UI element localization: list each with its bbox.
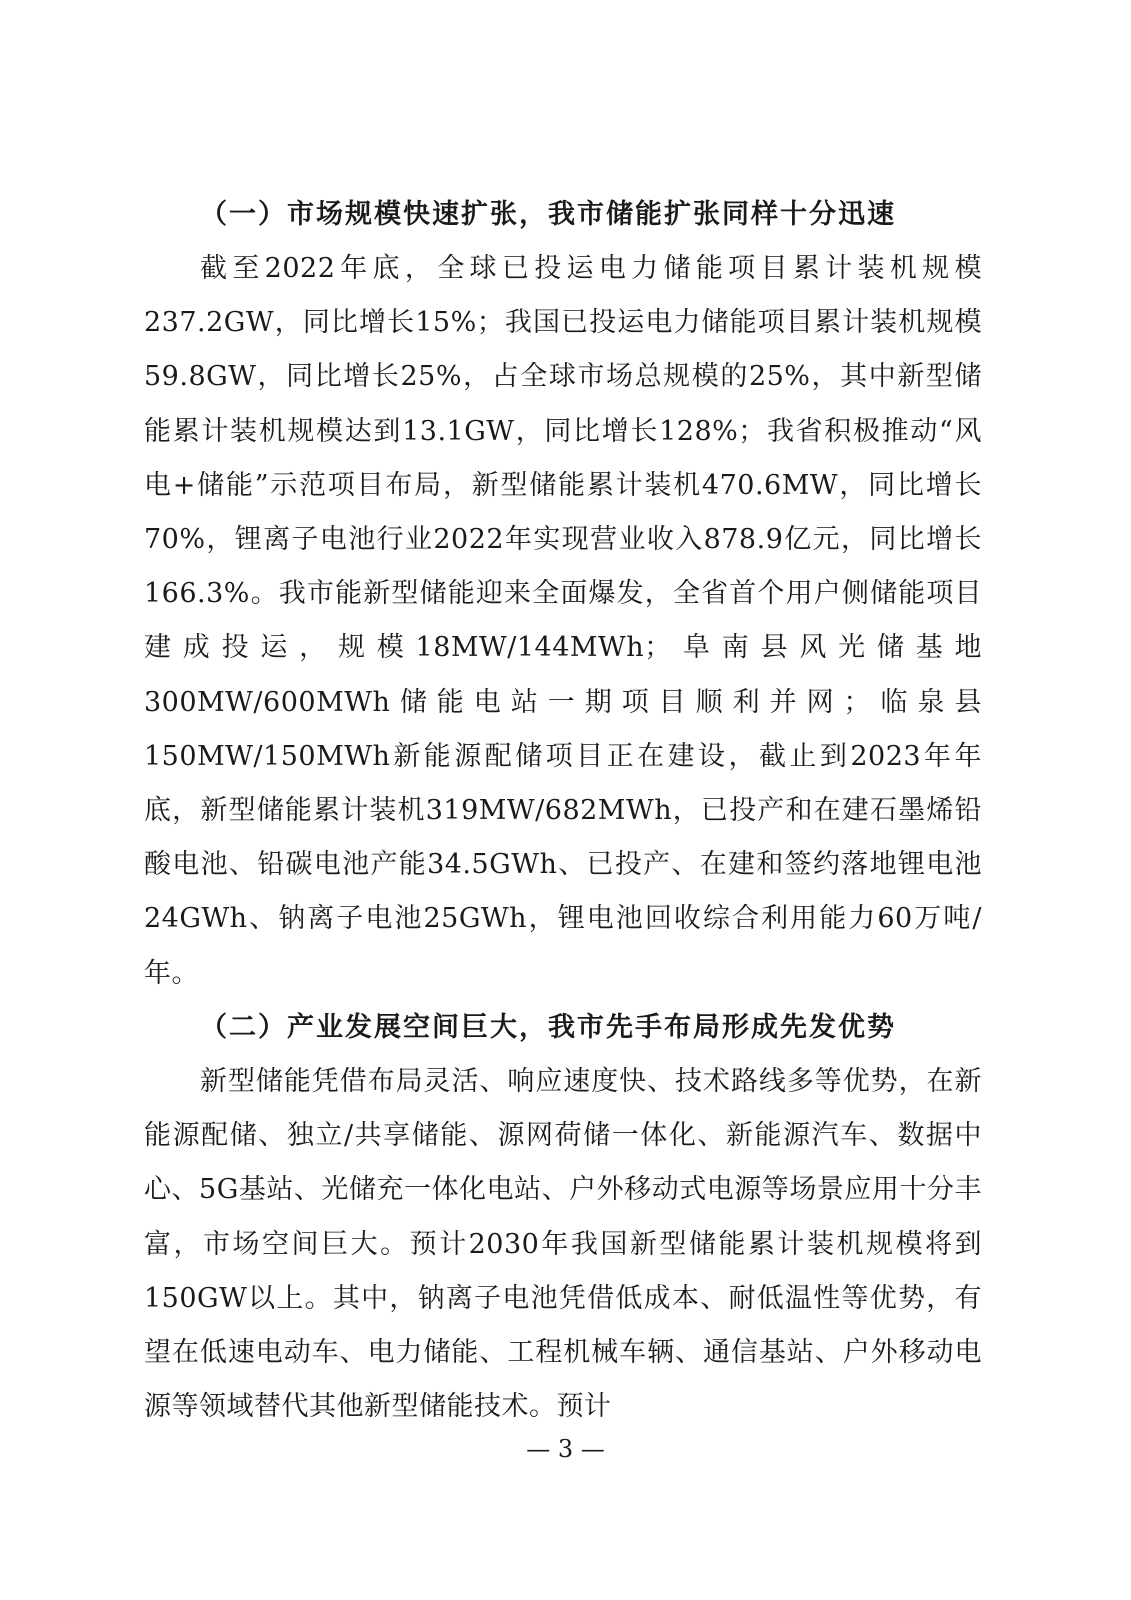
page-number: — 3 — <box>526 1435 605 1463</box>
section-2-body: 新型储能凭借布局灵活、响应速度快、技术路线多等优势，在新能源配储、独立/共享储能、源网荷储一体化、新能源汽车、数据中心、5G基站、光储充一体化电站、户外移动式电源等场景应用十分丰富，市场空间巨大。预计2030年我国新型储能累计装机规模将到150GW以上。其中，钠离子电池凭借低成本、耐低温性等优势，有望在低速电动车、电力储能、工程机械车辆、通信基站、户外移动电源等领域替代其他新型储能技术。预计 <box>144 1066 982 1423</box>
section-1-body: 截至2022年底，全球已投运电力储能项目累计装机规模237.2GW，同比增长15%；我国已投运电力储能项目累计装机规模59.8GW，同比增长25%，占全球市场总规模的25%，其中新型储能累计装机规模达到13.1GW，同比增长128%；我省积极推动“风电+储能”示范项目布局，新型储能累计装机470.6MW，同比增长70%，锂离子电池行业2022年实现营业收入878.9亿元，同比增长166.3%。我市能新型储能迎来全面爆发，全省首个用户侧储能项目建成投运，规模18MW/144MWh；阜南县风光储基地300MW/600MWh储能电站一期项目顺利并网；临泉县150MW/150MWh新能源配储项目正在建设，截止到2023年年底，新型储能累计装机319MW/682MWh，已投产和在建石墨烯铅酸电池、铅碳电池产能34.5GWh、已投产、在建和签约落地锂电池24GWh、钠离子电池25GWh，锂电池回收综合利用能力60万吨/年。 <box>144 253 982 989</box>
section-1-heading: （一）市场规模快速扩张，我市储能扩张同样十分迅速 <box>200 199 896 230</box>
document-page <box>144 188 982 1434</box>
section-2-heading: （二）产业发展空间巨大，我市先手布局形成先发优势 <box>200 1012 896 1043</box>
